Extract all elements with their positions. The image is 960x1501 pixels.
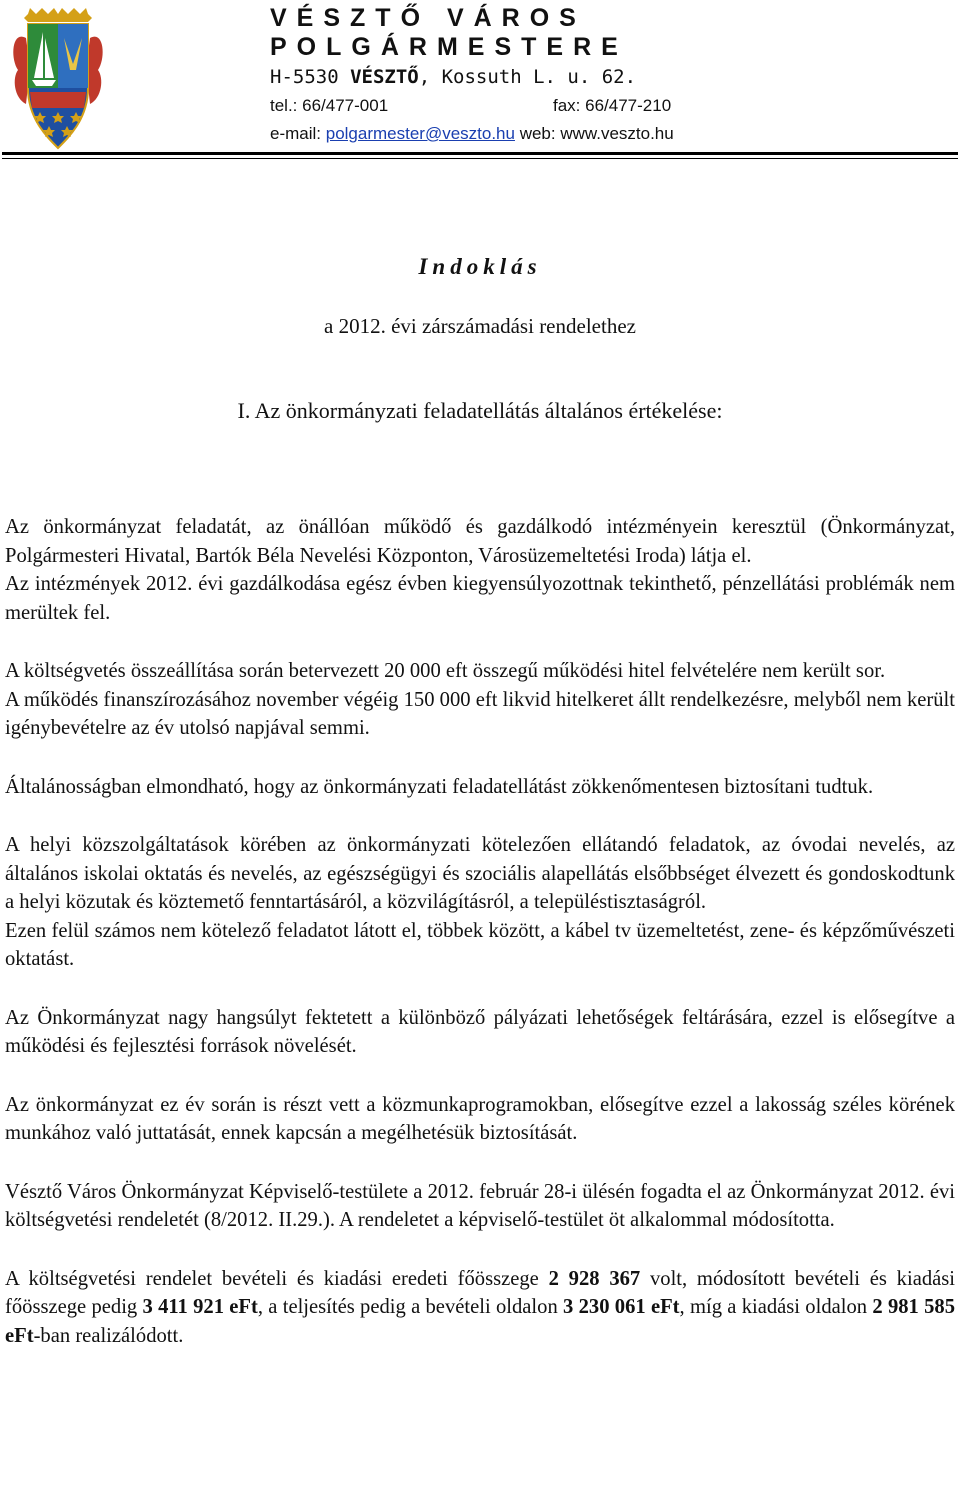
email-label: e-mail: bbox=[270, 124, 326, 143]
text: , míg a kiadási oldalon bbox=[679, 1296, 873, 1318]
letterhead-contact-line bbox=[270, 120, 960, 148]
document-body bbox=[5, 513, 955, 1350]
document-title: Indoklás bbox=[418, 254, 542, 279]
street: , Kossuth L. u. 62. bbox=[418, 66, 637, 88]
paragraph bbox=[5, 1265, 955, 1351]
text: volt, módosított bevételi és kiadási főösszege pedig bbox=[5, 1267, 956, 1318]
paragraph: Általánosságban elmondható, hogy az önkormányzati feladatellátást zökkenőmentesen biztosítani tudtuk. bbox=[5, 775, 874, 798]
text: A költségvetési rendelet bevételi és kiadási eredeti főösszege bbox=[5, 1267, 549, 1290]
paragraph: A költségvetés összeállítása során betervezett 20 000 eft összegű működési hitel felvételére nem került sor. bbox=[5, 660, 886, 682]
coat-of-arms-icon bbox=[8, 8, 108, 156]
original-total: 2 928 367 bbox=[548, 1267, 641, 1290]
modified-total: 3 411 921 eFt bbox=[142, 1296, 258, 1318]
document-subtitle: a 2012. évi zárszámadási rendelethez bbox=[324, 314, 636, 338]
fax: fax: 66/477-210 bbox=[553, 96, 672, 115]
paragraph: A működés finanszírozásához november végéig 150 000 eft likvid hitelkeret állt rendelkezésre, melyből nem került igénybevételre az év utolsó napjával semmi. bbox=[5, 688, 955, 739]
paragraph: Ezen felül számos nem kötelező feladatot látott el, többek között, a kábel tv üzemeltetést, zene- és képzőművészeti oktatást. bbox=[5, 919, 955, 970]
letterhead bbox=[0, 0, 960, 162]
header-divider-thin bbox=[2, 158, 958, 159]
text: , a teljesítés pedig a bevételi oldalon bbox=[257, 1296, 564, 1318]
email-link[interactable]: polgarmester@veszto.hu bbox=[325, 124, 515, 143]
postcode: H-5530 bbox=[270, 66, 351, 88]
paragraph: Az önkormányzat feladatát, az önállóan működő és gazdálkodó intézményein keresztül (Önkormányzat, Polgármesteri Hivatal, Bartók Béla Nevelési Központon, Városüzemeltetési Iroda) látja el. bbox=[5, 516, 955, 567]
letterhead-title: VÉSZTŐ VÁROS bbox=[270, 4, 586, 32]
web: web: www.veszto.hu bbox=[514, 124, 674, 143]
letterhead-phone-line bbox=[270, 92, 960, 120]
paragraph: Vésztő Város Önkormányzat Képviselő-testülete a 2012. február 28-i ülésén fogadta el az Önkormányzat 2012. évi költségvetési rendeletét (8/2012. II.29.). A rendeletet a képviselő-testület öt alkalommal módosította. bbox=[5, 1180, 955, 1231]
revenue-fulfilment: 3 230 061 eFt bbox=[563, 1296, 680, 1318]
section-title: I. Az önkormányzati feladatellátás általános értékelése: bbox=[237, 398, 723, 423]
header-divider bbox=[2, 152, 958, 155]
phone: tel.: 66/477-001 bbox=[270, 96, 389, 115]
paragraph: Az önkormányzat ez év során is részt vett a közmunkaprogramokban, elősegítve ezzel a lakosság széles körének munkához való juttatását, ennek kapcsán a megélhetésük biztosítását. bbox=[5, 1093, 955, 1144]
letterhead-subtitle: POLGÁRMESTERE bbox=[270, 33, 628, 61]
city: VÉSZTŐ bbox=[350, 66, 419, 88]
paragraph: Az intézmények 2012. évi gazdálkodása egész évben kiegyensúlyozottnak tekinthető, pénzellátási problémák nem merültek fel. bbox=[5, 573, 955, 624]
text: -ban realizálódott. bbox=[33, 1324, 184, 1347]
paragraph: Az Önkormányzat nagy hangsúlyt fektetett a különböző pályázati lehetőségek feltárására, ezzel is elősegítve a működési és fejlesztési források növelését. bbox=[5, 1006, 955, 1057]
expenditure-fulfilment: 2 981 585 eFt bbox=[5, 1296, 956, 1347]
letterhead-address bbox=[270, 62, 960, 92]
paragraph: A helyi közszolgáltatások körében az önkormányzati kötelezően ellátandó feladatok, az óvodai nevelés, az általános iskolai oktatás és nevelés, az egészségügyi és szociális alapellátás elsőbbséget élvezett és gondoskodtunk a helyi közutak és köztemető fenntartásáról, a közvilágításról, a településtisztaságról. bbox=[5, 834, 955, 913]
